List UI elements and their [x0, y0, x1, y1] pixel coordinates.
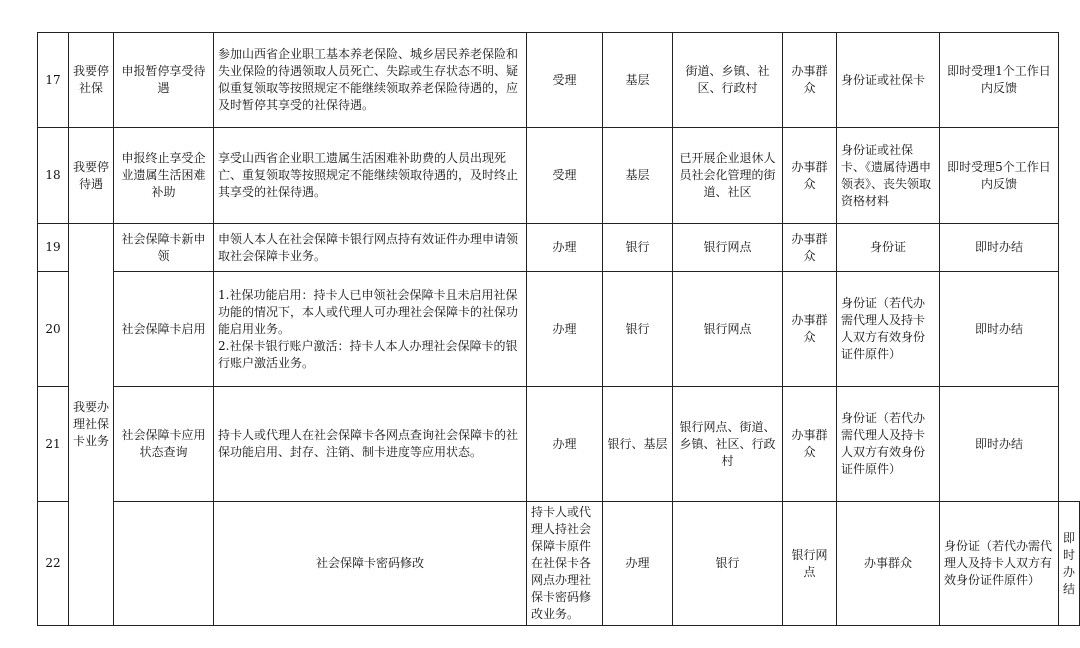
category-cell: 我要办理社保卡业务 [69, 224, 114, 626]
handling-type-cell: 受理 [527, 128, 603, 224]
time-limit-cell: 即时受理1个工作日内反馈 [940, 33, 1059, 128]
time-limit-cell: 即时办结 [1059, 502, 1080, 626]
level-cell: 基层 [603, 33, 673, 128]
item-name-cell: 申报终止享受企业遗属生活困难补助 [114, 128, 214, 224]
materials-cell: 身份证（若代办需代理人及持卡人双方有效身份证件原件） [940, 502, 1059, 626]
content-cell: 参加山西省企业职工基本养老保险、城乡居民养老保险和失业保险的待遇领取人员死亡、失踪或生存状态不明、疑似重复领取等按照规定不能继续领取养老保险待遇的，应及时暂停其享受的社保待遇。 [214, 33, 527, 128]
location-cell: 银行网点 [783, 502, 837, 626]
item-name-cell: 社会保障卡启用 [114, 272, 214, 387]
time-limit-cell: 即时办结 [940, 272, 1059, 387]
item-name-cell: 社会保障卡应用状态查询 [114, 387, 214, 502]
time-limit-cell: 即时办结 [940, 387, 1059, 502]
item-name-cell: 申报暂停享受待遇 [114, 33, 214, 128]
table-row [38, 272, 1080, 387]
level-cell: 基层 [603, 128, 673, 224]
content-cell: 持卡人或代理人持社会保障卡原件在社保卡各网点办理社保卡密码修改业务。 [527, 502, 603, 626]
level-cell: 银行 [673, 502, 783, 626]
row-number: 21 [38, 387, 69, 502]
materials-cell: 身份证（若代办需代理人及持卡人双方有效身份证件原件） [837, 387, 940, 502]
content-cell: 申领人本人在社会保障卡银行网点持有效证件办理申请领取社会保障卡业务。 [214, 224, 527, 272]
handling-type-cell: 办理 [527, 387, 603, 502]
location-cell: 银行网点、街道、乡镇、社区、行政村 [673, 387, 783, 502]
services-table [37, 32, 1080, 626]
content-line: 1.社保功能启用：持卡人已申领社会保障卡且未启用社保功能的情况下，本人或代理人可办理社会保障卡的社保功能启用业务。 [218, 287, 519, 336]
target-cell: 办事群众 [783, 224, 837, 272]
table-row [38, 387, 1080, 502]
row-number: 17 [38, 33, 69, 128]
materials-cell: 身份证或社保卡、《遗属待遇申领表》、丧失领取资格材料 [837, 128, 940, 224]
location-cell: 银行网点 [673, 224, 783, 272]
handling-type-cell: 办理 [527, 272, 603, 387]
target-cell: 办事群众 [783, 33, 837, 128]
materials-cell: 身份证或社保卡 [837, 33, 940, 128]
level-cell: 银行 [603, 272, 673, 387]
time-limit-cell: 即时办结 [940, 224, 1059, 272]
table-row [38, 128, 1080, 224]
target-cell: 办事群众 [837, 502, 940, 626]
table-row [38, 502, 1080, 626]
location-cell: 街道、乡镇、社区、行政村 [673, 33, 783, 128]
handling-type-cell: 受理 [527, 33, 603, 128]
item-name-cell: 社会保障卡新申领 [114, 224, 214, 272]
level-cell: 银行 [603, 224, 673, 272]
row-number: 19 [38, 224, 69, 272]
target-cell: 办事群众 [783, 387, 837, 502]
row-number: 18 [38, 128, 69, 224]
content-line: 2.社保卡银行账户激活：持卡人本人办理社会保障卡的银行账户激活业务。 [218, 338, 518, 370]
category-cell-empty [114, 502, 214, 626]
materials-cell: 身份证 [837, 224, 940, 272]
content-cell: 享受山西省企业职工遗属生活困难补助费的人员出现死亡、重复领取等按照规定不能继续领取待遇的，及时终止其享受的社保待遇。 [214, 128, 527, 224]
category-cell: 我要停社保 [69, 33, 114, 128]
content-cell [214, 272, 527, 387]
materials-cell: 身份证（若代办需代理人及持卡人双方有效身份证件原件） [837, 272, 940, 387]
table-row [38, 224, 1080, 272]
table-row [38, 33, 1080, 128]
target-cell: 办事群众 [783, 128, 837, 224]
location-cell: 银行网点 [673, 272, 783, 387]
target-cell: 办事群众 [783, 272, 837, 387]
handling-type-cell: 办理 [527, 224, 603, 272]
location-cell: 已开展企业退休人员社会化管理的街道、社区 [673, 128, 783, 224]
content-cell: 持卡人或代理人在社会保障卡各网点查询社会保障卡的社保功能启用、封存、注销、制卡进度等应用状态。 [214, 387, 527, 502]
row-number: 22 [38, 502, 69, 626]
handling-type-cell: 办理 [603, 502, 673, 626]
time-limit-cell: 即时受理5个工作日内反馈 [940, 128, 1059, 224]
row-number: 20 [38, 272, 69, 387]
level-cell: 银行、基层 [603, 387, 673, 502]
item-name-cell: 社会保障卡密码修改 [214, 502, 527, 626]
category-cell: 我要停待遇 [69, 128, 114, 224]
